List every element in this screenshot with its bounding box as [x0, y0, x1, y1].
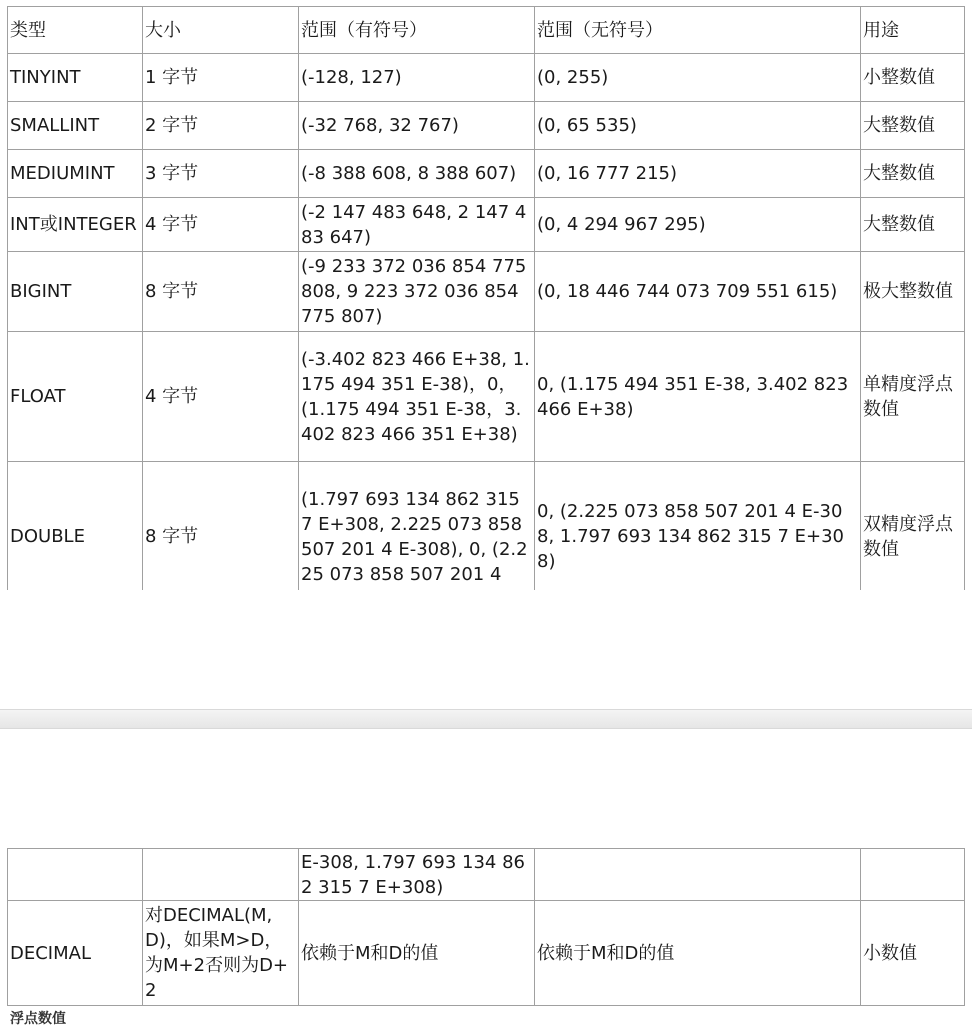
- cell-size: 1 字节: [143, 54, 299, 102]
- section-heading-partial: 浮点数值: [10, 1011, 66, 1027]
- cell-type: SMALLINT: [8, 102, 143, 150]
- table-row: [8, 150, 965, 198]
- header-size: 大小: [143, 7, 299, 54]
- cell-use: 小数值: [861, 901, 965, 1006]
- cell-unsigned: 0, (2.225 073 858 507 201 4 E-308, 1.797 693 134 862 315 7 E+308): [535, 462, 861, 591]
- cell-unsigned: [535, 849, 861, 901]
- cell-type: DOUBLE: [8, 462, 143, 591]
- cell-signed: (-2 147 483 648, 2 147 483 647): [299, 198, 535, 252]
- cell-use: 单精度浮点数值: [861, 332, 965, 462]
- cell-type: FLOAT: [8, 332, 143, 462]
- table-row: [8, 901, 965, 1006]
- table-row: [8, 462, 965, 591]
- table-row: [8, 849, 965, 901]
- cell-type: MEDIUMINT: [8, 150, 143, 198]
- cell-use: 双精度浮点数值: [861, 462, 965, 591]
- cell-type: INT或INTEGER: [8, 198, 143, 252]
- cell-size: 4 字节: [143, 332, 299, 462]
- page-break-divider: [0, 709, 972, 729]
- data-type-table: [7, 6, 965, 590]
- cell-size: 8 字节: [143, 252, 299, 332]
- cell-signed: (1.797 693 134 862 315 7 E+308, 2.225 073 858 507 201 4 E-308), 0, (2.225 073 858 507 201 4: [299, 462, 535, 591]
- cell-use: 大整数值: [861, 198, 965, 252]
- cell-signed: 依赖于M和D的值: [299, 901, 535, 1006]
- cell-type: DECIMAL: [8, 901, 143, 1006]
- cell-use: 大整数值: [861, 150, 965, 198]
- cell-unsigned: (0, 4 294 967 295): [535, 198, 861, 252]
- cell-type: BIGINT: [8, 252, 143, 332]
- cell-signed: (-3.402 823 466 E+38, 1.175 494 351 E-38)，0，(1.175 494 351 E-38，3.402 823 466 351 E+38): [299, 332, 535, 462]
- cell-size: 4 字节: [143, 198, 299, 252]
- cell-signed: (-128, 127): [299, 54, 535, 102]
- cell-unsigned: (0, 255): [535, 54, 861, 102]
- header-use: 用途: [861, 7, 965, 54]
- cell-signed: (-8 388 608, 8 388 607): [299, 150, 535, 198]
- cell-use: 极大整数值: [861, 252, 965, 332]
- cell-use: 小整数值: [861, 54, 965, 102]
- cell-unsigned: 0, (1.175 494 351 E-38, 3.402 823 466 E+38): [535, 332, 861, 462]
- table-page-bottom: [0, 848, 972, 1014]
- cell-signed: (-9 233 372 036 854 775 808, 9 223 372 036 854 775 807): [299, 252, 535, 332]
- cell-size: 对DECIMAL(M,D)，如果M>D，为M+2否则为D+2: [143, 901, 299, 1006]
- cell-use: 大整数值: [861, 102, 965, 150]
- cell-size: 8 字节: [143, 462, 299, 591]
- data-type-table-continued: [7, 848, 965, 1006]
- table-row: [8, 332, 965, 462]
- cell-use: [861, 849, 965, 901]
- header-row: [8, 7, 965, 54]
- header-unsigned-range: 范围（无符号）: [535, 7, 861, 54]
- header-type: 类型: [8, 7, 143, 54]
- cell-size: 3 字节: [143, 150, 299, 198]
- table-row: [8, 54, 965, 102]
- cell-size: [143, 849, 299, 901]
- cell-signed: (-32 768, 32 767): [299, 102, 535, 150]
- cell-size: 2 字节: [143, 102, 299, 150]
- cell-unsigned: (0, 65 535): [535, 102, 861, 150]
- cell-unsigned: (0, 16 777 215): [535, 150, 861, 198]
- header-signed-range: 范围（有符号）: [299, 7, 535, 54]
- cell-unsigned: 依赖于M和D的值: [535, 901, 861, 1006]
- table-row: [8, 198, 965, 252]
- cell-type: [8, 849, 143, 901]
- table-row: [8, 252, 965, 332]
- cell-type: TINYINT: [8, 54, 143, 102]
- cell-signed: E-308, 1.797 693 134 862 315 7 E+308): [299, 849, 535, 901]
- table-row: [8, 102, 965, 150]
- cell-unsigned: (0, 18 446 744 073 709 551 615): [535, 252, 861, 332]
